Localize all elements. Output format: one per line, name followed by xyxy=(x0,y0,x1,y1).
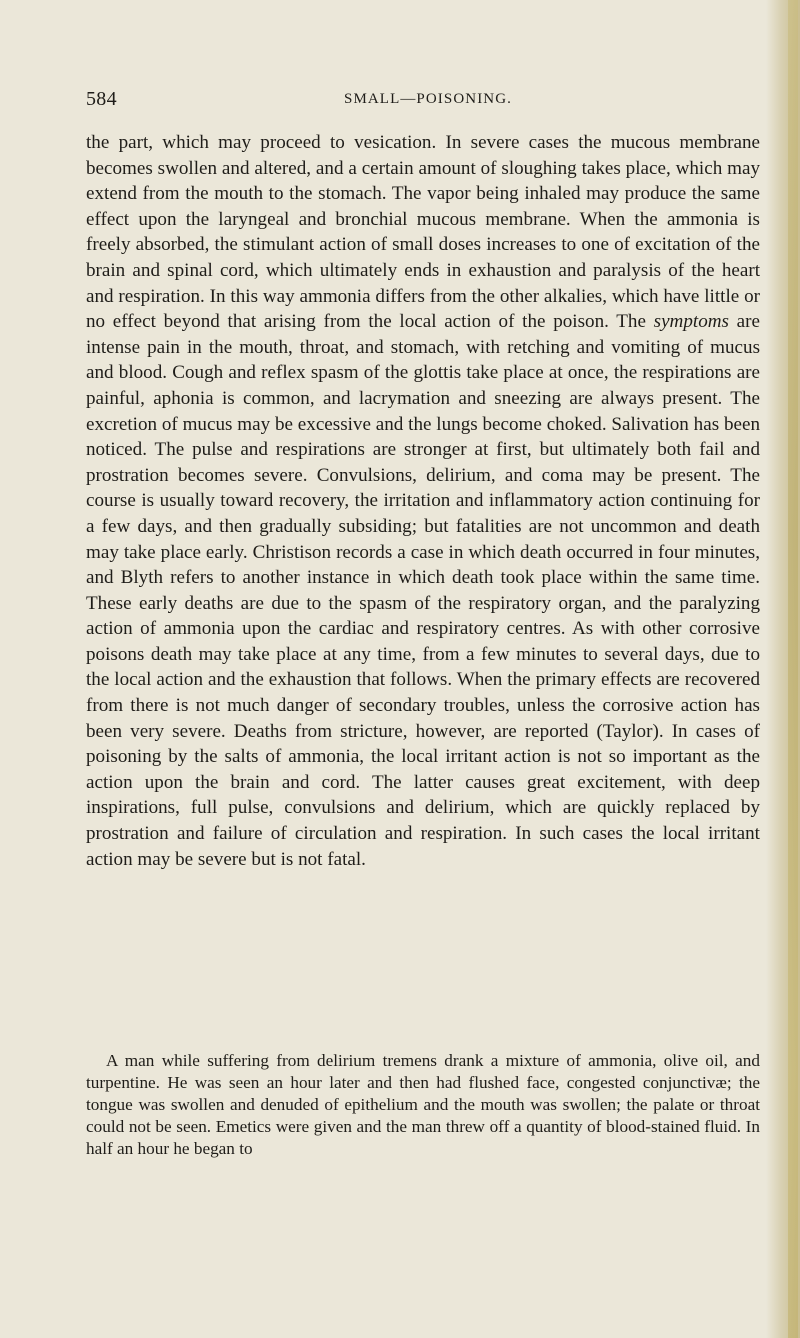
case-paragraph: A man while suffering from delirium tremens drank a mixture of ammonia, olive oil, and turpentine. He was seen an hour later and then had flushed face, congested conjunctivæ; the tongue was swollen and denuded of epithelium and the mouth was swollen; the palate or throat could not be seen. Emetics were given and the man threw off a quantity of blood-stained fluid. In half an hour he began to xyxy=(86,1051,760,1158)
page-header xyxy=(86,84,746,114)
paragraph-text-part-2: are intense pain in the mouth, throat, and stomach, with retching and vomiting of mucus and blood. Cough and reflex spasm of the glottis take place at once, the respirations are painful, aphonia is common, and lacrymation and sneezing are always present. The excretion of mucus may be excessive and the lungs become choked. Salivation has been noticed. The pulse and respirations are stronger at first, but ultimately both fail and prostration becomes severe. Convulsions, delirium, and coma may be present. The course is usually toward recovery, the irritation and inflammatory action continuing for a few days, and then gradually subsiding; but fatalities are not uncommon and death may take place early. Christison records a case in which death occurred in four minutes, and Blyth refers to another instance in which death took place within the same time. These early deaths are due to the spasm of the respiratory organ, and the paralyzing action of ammonia upon the cardiac and respiratory centres. As with other corrosive poisons death may take place at any time, from a few minutes to several days, due to the local action and the exhaustion that follows. When the primary effects are recovered from there is not much danger of secondary troubles, unless the corrosive action has been very severe. Deaths from stricture, however, are reported (Taylor). In cases of poisoning by the salts of ammonia, the local irritant action is not so important as the action upon the brain and cord. The latter causes great excitement, with deep inspirations, full pulse, convulsions and delirium, which are quickly replaced by prostration and failure of circulation and respiration. In such cases the local irritant action may be severe but is not fatal. xyxy=(86,311,760,870)
page-number: 584 xyxy=(86,88,117,110)
paragraph-ammonia-effects xyxy=(86,130,760,872)
case-report xyxy=(86,1050,760,1160)
running-head: SMALL—POISONING. xyxy=(344,91,513,107)
paragraph-text-part-1: the part, which may proceed to vesication. In severe cases the mucous membrane becomes swollen and altered, and a certain amount of sloughing takes place, which may extend from the mouth to the stomach. The vapor being inhaled may produce the same effect upon the laryngeal and bronchial mucous membrane. When the ammonia is freely absorbed, the stimulant action of small doses increases to one of excitation of the brain and spinal cord, which ultimately ends in exhaustion and paralysis of the heart and respiration. In this way ammonia differs from the other alkalies, which have little or no effect beyond that arising from the local action of the poison. The xyxy=(86,132,760,333)
page-edge-strip xyxy=(788,0,798,1338)
main-paragraph xyxy=(86,130,760,872)
symptoms-italic-word: symptoms xyxy=(653,311,729,333)
